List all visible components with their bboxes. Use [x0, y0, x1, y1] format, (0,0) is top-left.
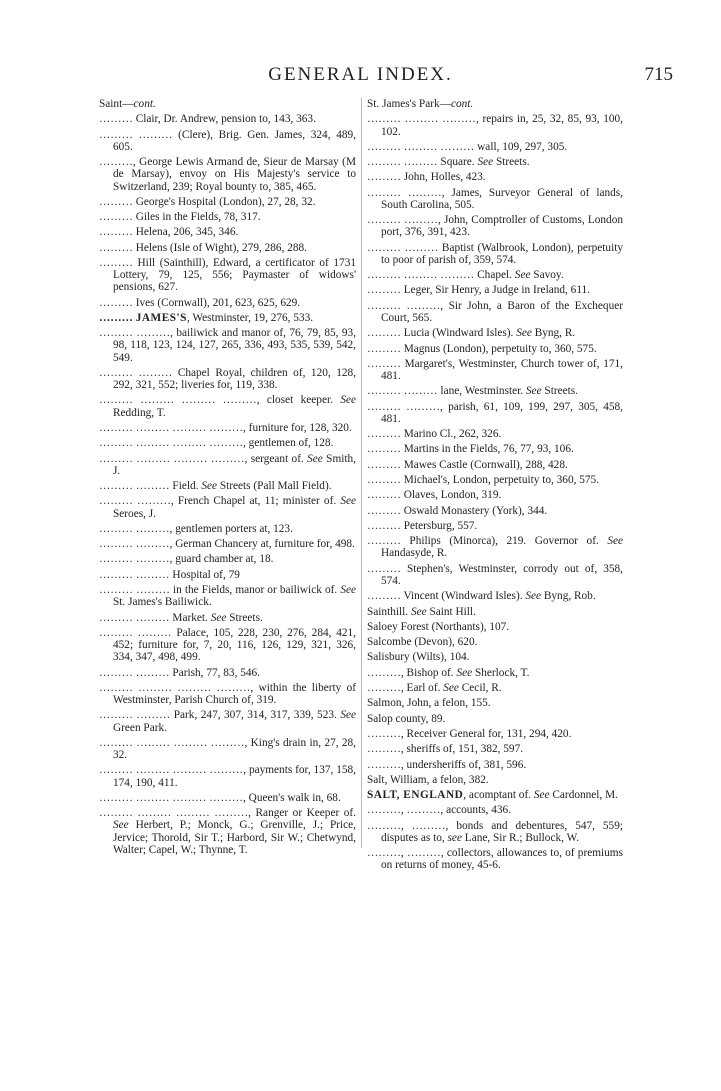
index-entry: ………, Bishop of. See Sherlock, T.: [367, 666, 530, 679]
index-entry: ……… ……… lane, Westminster. See Streets.: [367, 385, 578, 398]
index-entry: ……… ………, John, Comptroller of Customs, London port, 376, 391, 423.: [367, 214, 623, 239]
index-entry: ……… Lucia (Windward Isles). See Byng, R.: [367, 327, 576, 340]
page-number: 715: [644, 64, 673, 85]
index-entry: ……… ……… Chapel Royal, children of, 120, 128, 292, 321, 552; liveries for, 119, 338.: [99, 366, 356, 392]
index-entry: ……… ……… ……… ………, King's drain in, 27, 28, 32.: [99, 736, 356, 762]
running-title: GENERAL INDEX.: [268, 64, 453, 85]
index-entry: ……… ………, Sir John, a Baron of the Exchequer Court, 565.: [367, 299, 623, 324]
index-entry: ……… JAMES'S, Westminster, 19, 276, 533.: [99, 311, 314, 324]
index-entry: Salmon, John, a felon, 155.: [367, 697, 491, 710]
index-entry: ……… Leger, Sir Henry, a Judge in Ireland, 611.: [367, 284, 591, 297]
index-entry: ……… ……… ……… ………, sergeant of. See Smith, J.: [99, 452, 356, 477]
index-entry: SALT, ENGLAND, acomptant of. See Cardonnel, M.: [367, 789, 618, 802]
index-entry: ……… ……… Market. See Streets.: [99, 611, 263, 624]
index-entry: ……… ……… ……… ………, gentlemen of, 128.: [99, 437, 334, 450]
page-header: [0, 62, 721, 92]
index-entry: ……… ……… Field. See Streets (Pall Mall Field).: [99, 480, 332, 493]
index-column-right: [367, 98, 623, 875]
column-divider: [361, 98, 362, 848]
index-entry: ……… Mawes Castle (Cornwall), 288, 428.: [367, 458, 568, 471]
index-entry: ……… ……… ………, repairs in, 25, 32, 85, 93, 100, 102.: [367, 113, 623, 138]
index-entry: Salop county, 89.: [367, 712, 446, 725]
index-entry: ……… ……… ……… ………, payments for, 137, 158, 174, 190, 411.: [99, 764, 356, 789]
index-entry: ……… ……… ……… Chapel. See Savoy.: [367, 269, 564, 282]
index-entry: ………, ………, accounts, 436.: [367, 804, 512, 817]
index-entry: ……… John, Holles, 423.: [367, 171, 486, 184]
index-entry: ……… Giles in the Fields, 78, 317.: [99, 211, 261, 224]
index-entry: ………, ………, bonds and debentures, 547, 559; disputes as to, see Lane, Sir R.; Bullock, W.: [367, 819, 623, 844]
index-entry: ……… ……… ……… ………, within the liberty of Westminster, Parish Church of, 319.: [99, 681, 356, 707]
index-entry: ……… ………, gentlemen porters at, 123.: [99, 522, 293, 535]
index-entry: ………, Receiver General for, 131, 294, 420.: [367, 727, 572, 740]
index-entry: ……… ………, guard chamber at, 18.: [99, 553, 274, 566]
index-entry: ……… Margaret's, Westminster, Church tower of, 171, 481.: [367, 357, 623, 383]
index-entry: ……… ……… Hospital of, 79: [99, 568, 240, 581]
index-entry: ……… Vincent (Windward Isles). See Byng, Rob.: [367, 590, 596, 603]
index-entry: ……… ……… Baptist (Walbrook, London), perpetuity to poor of parish of, 359, 574.: [367, 241, 623, 266]
index-entry: ……… ……… (Clere), Brig. Gen. James, 324, 489, 605.: [99, 128, 356, 153]
index-entry: ……… Helens (Isle of Wight), 279, 286, 288.: [99, 241, 307, 254]
index-entry: ………, George Lewis Armand de, Sieur de Marsay (M de Marsay), envoy on His Majesty's service to Switzerland, 239; Royal bounty to, 385, 465.: [99, 156, 356, 193]
index-entry: ……… Michael's, London, perpetuity to, 360, 575.: [367, 474, 600, 487]
index-entry: ……… ……… Park, 247, 307, 314, 317, 339, 523. See Green Park.: [99, 709, 356, 734]
index-entry: ……… Petersburg, 557.: [367, 519, 478, 532]
index-entry: Saloey Forest (Northants), 107.: [367, 620, 510, 633]
index-entry: ……… Ives (Cornwall), 201, 623, 625, 629.: [99, 296, 301, 309]
index-entry: ……… Helena, 206, 345, 346.: [99, 226, 239, 239]
index-entry: ……… Philips (Minorca), 219. Governor of. See Handasyde, R.: [367, 535, 623, 560]
index-entry: ………, ………, collectors, allowances to, of premiums on returns of money, 45-6.: [367, 847, 623, 872]
index-entry: ………, Earl of. See Cecil, R.: [367, 682, 502, 695]
index-entry: ……… ……… ……… ………, furniture for, 128, 320.: [99, 421, 352, 434]
index-entry: ……… Oswald Monastery (York), 344.: [367, 504, 548, 517]
index-entry: ……… ………, parish, 61, 109, 199, 297, 305, 458, 481.: [367, 400, 623, 425]
index-entry: St. James's Park—cont.: [367, 98, 474, 110]
index-entry: Salcombe (Devon), 620.: [367, 636, 478, 649]
index-entry: ………, sheriffs of, 151, 382, 597.: [367, 743, 524, 756]
index-entry: ……… ………, French Chapel at, 11; minister of. See Seroes, J.: [99, 495, 356, 520]
index-entry: ……… Hill (Sainthill), Edward, a certificator of 1731 Lottery, 79, 125, 556; Paymaster of widows' pensions, 627.: [99, 256, 356, 294]
index-entry: ……… ……… ……… ………, closet keeper. See Redding, T.: [99, 394, 356, 419]
index-entry: ……… ……… ……… ………, Queen's walk in, 68.: [99, 791, 341, 804]
index-entry: ……… Clair, Dr. Andrew, pension to, 143, 363.: [99, 113, 316, 126]
index-entry: Salt, William, a felon, 382.: [367, 773, 489, 786]
index-entry: ……… George's Hospital (London), 27, 28, 32.: [99, 195, 316, 208]
index-entry: ……… ……… Palace, 105, 228, 230, 276, 284, 421, 452; furniture for, 7, 20, 116, 126, 129, 321, 326, 334, 347, 498, 499.: [99, 626, 356, 664]
index-entry: Saint—cont.: [99, 98, 156, 110]
index-entry: ……… ………, bailiwick and manor of, 76, 79, 85, 93, 98, 118, 123, 124, 127, 265, 336, 493, 535, 539, 542, 549.: [99, 327, 356, 364]
index-entry: ……… Magnus (London), perpetuity to, 360, 575.: [367, 342, 597, 355]
index-entry: ……… ……… Parish, 77, 83, 546.: [99, 666, 260, 679]
index-entry: ……… ………, German Chancery at, furniture for, 498.: [99, 538, 355, 551]
index-entry: Sainthill. See Saint Hill.: [367, 605, 476, 618]
index-entry: ……… Stephen's, Westminster, corrody out of, 358, 574.: [367, 562, 623, 587]
index-entry: Salisbury (Wilts), 104.: [367, 651, 470, 664]
index-entry: ……… ……… ……… ………, Ranger or Keeper of. See Herbert, P.; Monck, G.; Grenville, J.; Price, Jervice; Thorold, Sir T.; Harbord, Sir W.; Chetwynd, Walter; Capel, W.; Thynne, T.: [99, 807, 356, 856]
index-entry: ……… ……… in the Fields, manor or bailiwick of. See St. James's Bailiwick.: [99, 584, 356, 609]
index-column-left: [99, 98, 356, 859]
index-entry: ……… Martins in the Fields, 76, 77, 93, 106.: [367, 443, 574, 456]
index-entry: ……… ……… Square. See Streets.: [367, 156, 530, 169]
index-entry: ……… Marino Cl., 262, 326.: [367, 428, 502, 441]
index-entry: ………, undersheriffs of, 381, 596.: [367, 758, 527, 771]
index-entry: ……… ……… ……… wall, 109, 297, 305.: [367, 140, 568, 153]
index-entry: ……… Olaves, London, 319.: [367, 489, 502, 502]
index-entry: ……… ………, James, Surveyor General of lands, South Carolina, 505.: [367, 186, 623, 211]
